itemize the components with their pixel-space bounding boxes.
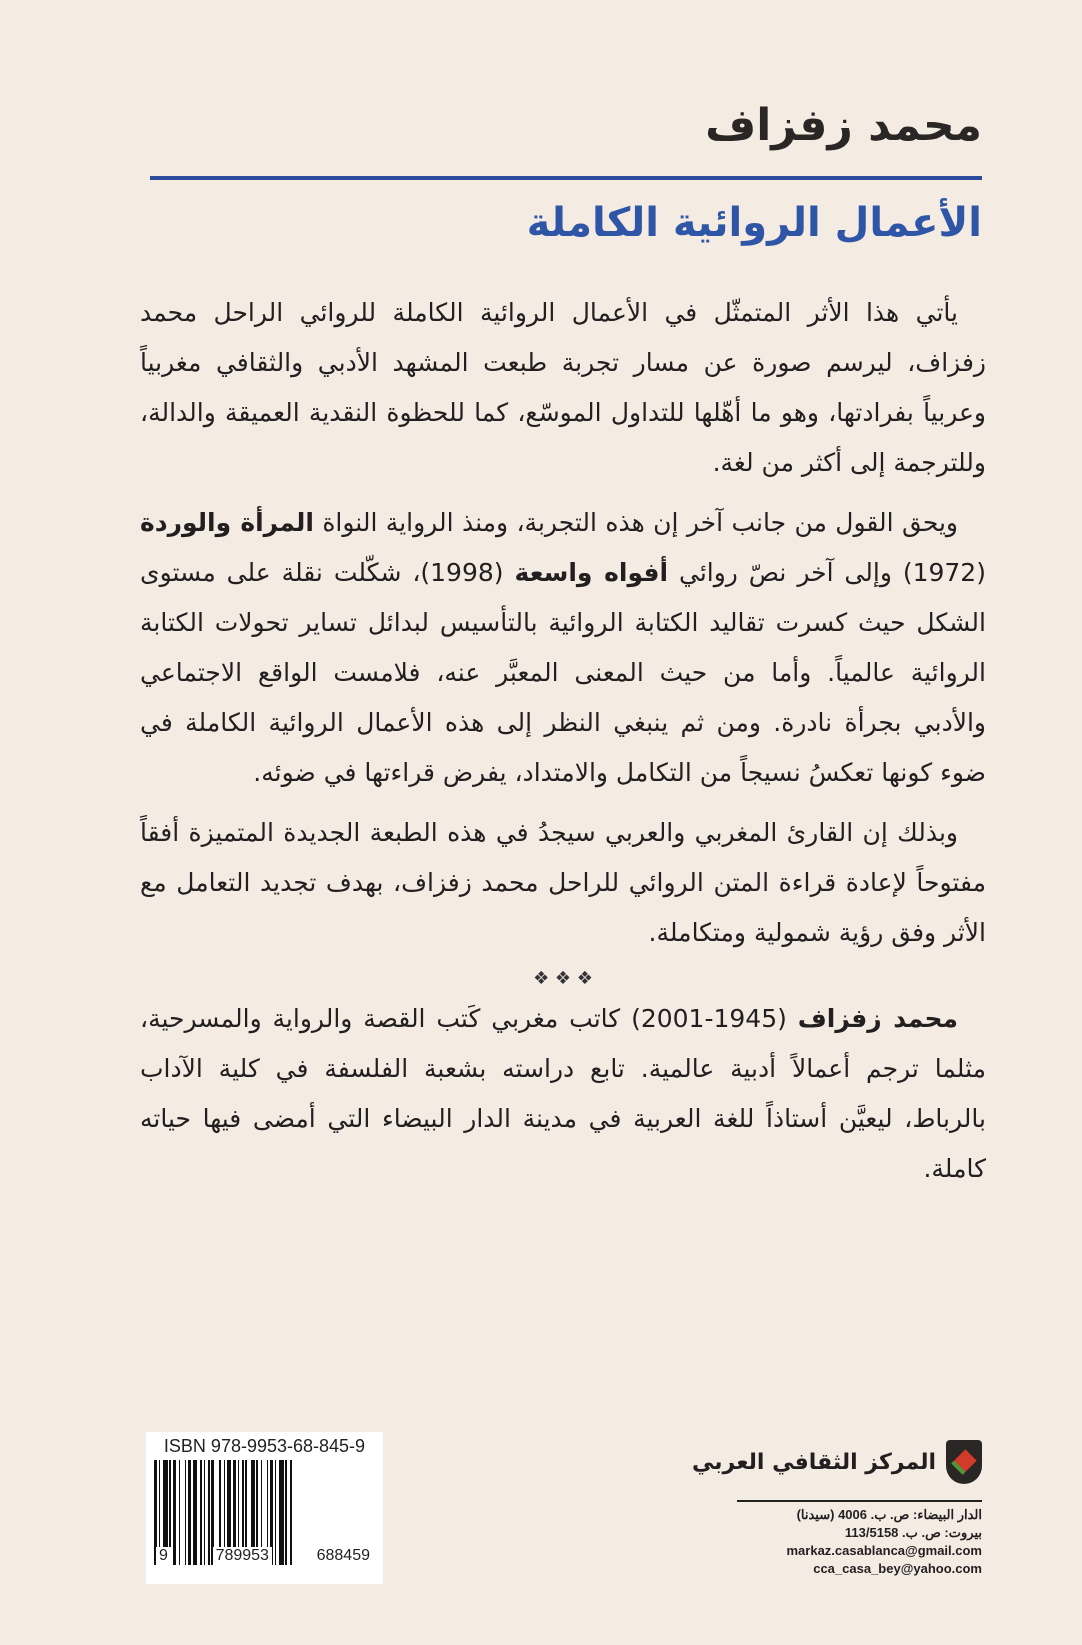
text: (1998)، شكّلت نقلة على مستوى الشكل حيث كسرت تقاليد الكتابة الروائية بالتأسيس لبدائل تساير تحولات الكتابة الروائية عالمياً. وأما من حيث المعنى المعبَّر عنه، فلامست الواقع الاجتماعي والأدبي بجرأة نادرة. ومن ثم ينبغي النظر إلى هذه الأعمال الروائية الكاملة في ضوء كونها تعكسُ نسيجاً من التكامل والامتداد، يفرض قراءتها في ضوئه. xyxy=(140,558,986,787)
paragraph-2 xyxy=(140,498,986,798)
isbn-label: ISBN 978-9953-68-845-9 xyxy=(163,1436,366,1456)
email-beirut: cca_casa_bey@yahoo.com xyxy=(813,1561,982,1576)
book-title: الأعمال الروائية الكاملة xyxy=(526,200,982,246)
author-name: محمد زفزاف xyxy=(705,100,982,151)
separator-ornament: ❖ ❖ ❖ xyxy=(533,968,593,989)
publisher-address xyxy=(787,1506,983,1578)
publisher-logo-icon xyxy=(946,1440,982,1484)
publisher-name: المركز الثقافي العربي xyxy=(692,1449,936,1475)
text: (1945-2001) كاتب مغربي كَتب القصة والرواية والمسرحية، مثلما ترجم أعمالاً أدبية عالمية. تابع دراسته بشعبة الفلسفة في كلية الآداب بالرباط، ليعيَّن أستاذاً للغة العربية في مدينة الدار البيضاء التي أمضى فيها حياته كاملة. xyxy=(140,1004,986,1183)
blurb xyxy=(140,288,986,1204)
footer-area xyxy=(0,1432,1082,1592)
title-divider xyxy=(150,176,982,180)
address-casablanca: الدار البيضاء: ص. ب. 4006 (سيدنا) xyxy=(796,1507,982,1522)
barcode-digits xyxy=(146,1547,383,1565)
text: ويحق القول من جانب آخر إن هذه التجربة، ومنذ الرواية النواة xyxy=(313,508,959,537)
digits-right: 688459 xyxy=(314,1547,373,1565)
paragraph-3: وبذلك إن القارئ المغربي والعربي سيجدُ في هذه الطبعة الجديدة المتميزة أفقاً مفتوحاً لإعادة قراءة المتن الروائي للراحل محمد زفزاف، بهدف تجديد التعامل مع الأثر وفق رؤية شمولية ومتكاملة. xyxy=(140,818,986,947)
email-casablanca: markaz.casablanca@gmail.com xyxy=(786,1543,982,1558)
paragraph-1: يأتي هذا الأثر المتمثّل في الأعمال الروائية الكاملة للروائي الراحل محمد زفزاف، ليرسم صورة عن مسار تجربة طبعت المشهد الأدبي والثقافي مغربياً وعربياً بفرادتها، وهو ما أهّلها للتداول الموسّع، كما للحظوة النقدية العميقة والدالة، وللترجمة إلى أكثر من لغة. xyxy=(140,298,986,477)
digits-left: 789953 xyxy=(213,1547,272,1565)
novel-title-1: المرأة والوردة xyxy=(140,508,314,537)
novel-title-2: أفواه واسعة xyxy=(514,558,669,587)
bio-author-name: محمد زفزاف xyxy=(797,1004,959,1033)
author-bio xyxy=(140,994,986,1194)
address-beirut: بيروت: ص. ب. 113/5158 xyxy=(844,1525,982,1540)
digit-lead: 9 xyxy=(156,1547,171,1565)
isbn-barcode xyxy=(146,1432,383,1584)
publisher-divider xyxy=(737,1500,982,1502)
publisher-block xyxy=(692,1440,982,1484)
text: (1972) وإلى آخر نصّ روائي xyxy=(668,558,986,587)
